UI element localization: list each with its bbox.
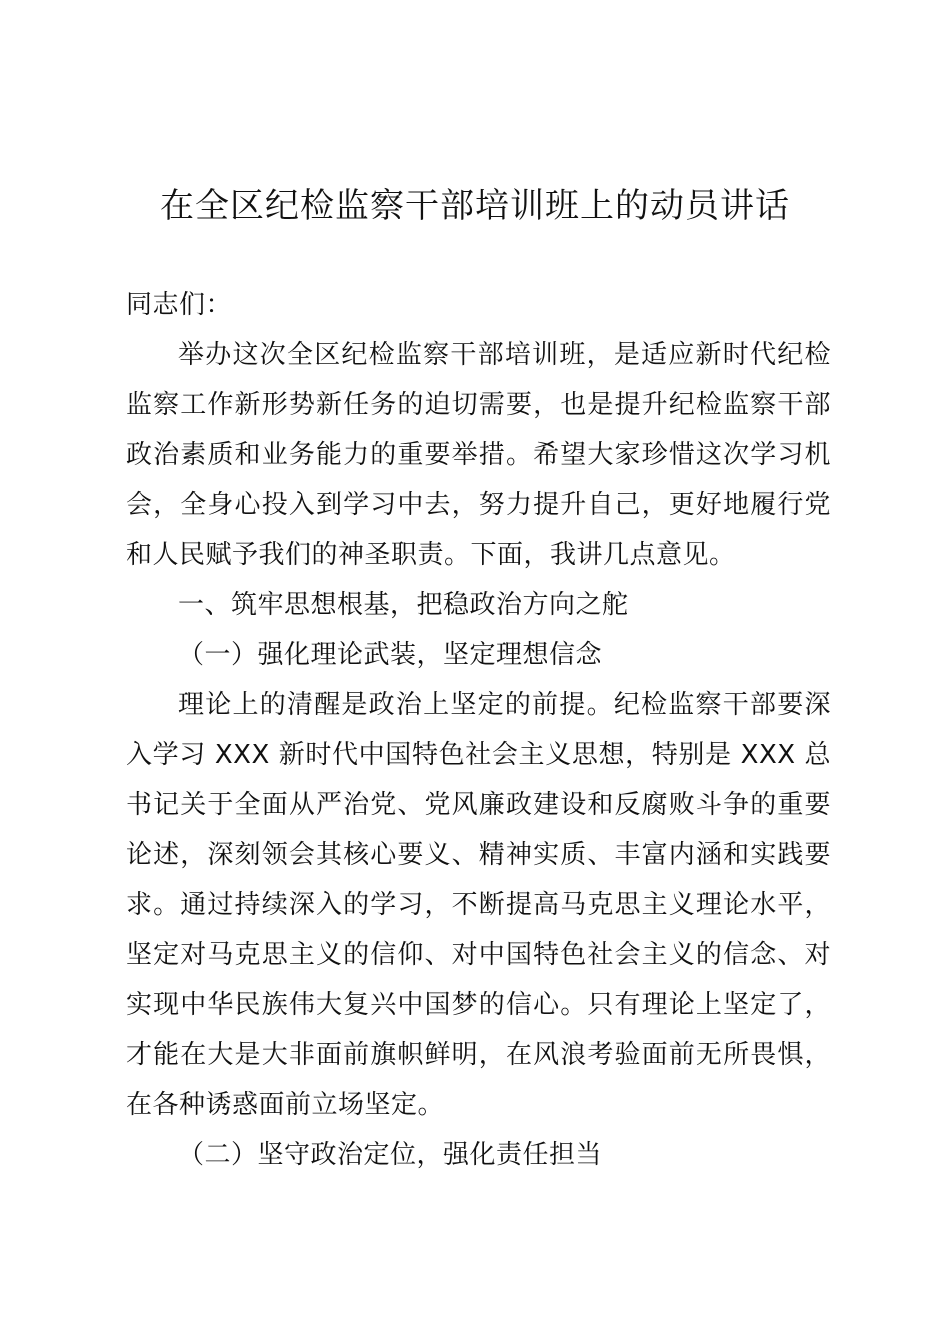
- subsection-heading-2: （二）坚守政治定位，强化责任担当: [178, 1140, 603, 1170]
- paragraph-theory: 理论上的清醒是政治上坚定的前提。纪检监察干部要深入学习 XXX 新时代中国特色社会主义思想，特别是 XXX 总书记关于全面从严治党、党风廉政建设和反腐败斗争的重要论述，深刻领会其核心要义、精神实质、丰富内涵和实践要求。通过持续深入的学习，不断提高马克思主义理论水平，坚定对马克思主义的信仰、对中国特色社会主义的信念、对实现中华民族伟大复兴中国梦的信心。只有理论上坚定了，才能在大是大非面前旗帜鲜明，在风浪考验面前无所畏惧，在各种诱惑面前立场坚定。: [126, 690, 831, 1120]
- salutation: 同志们：: [126, 290, 233, 320]
- section-heading-1: 一、筑牢思想根基，把稳政治方向之舵: [178, 590, 629, 620]
- paragraph-intro: 举办这次全区纪检监察干部培训班，是适应新时代纪检监察工作新形势新任务的迫切需要，也是提升纪检监察干部政治素质和业务能力的重要举措。希望大家珍惜这次学习机会，全身心投入到学习中去，努力提升自己，更好地履行党和人民赋予我们的神圣职责。下面，我讲几点意见。: [126, 340, 831, 570]
- subsection-heading-1: （一）强化理论武装，坚定理想信念: [178, 640, 603, 670]
- document-title: 在全区纪检监察干部培训班上的动员讲话: [160, 186, 790, 226]
- document-body: [126, 280, 831, 1180]
